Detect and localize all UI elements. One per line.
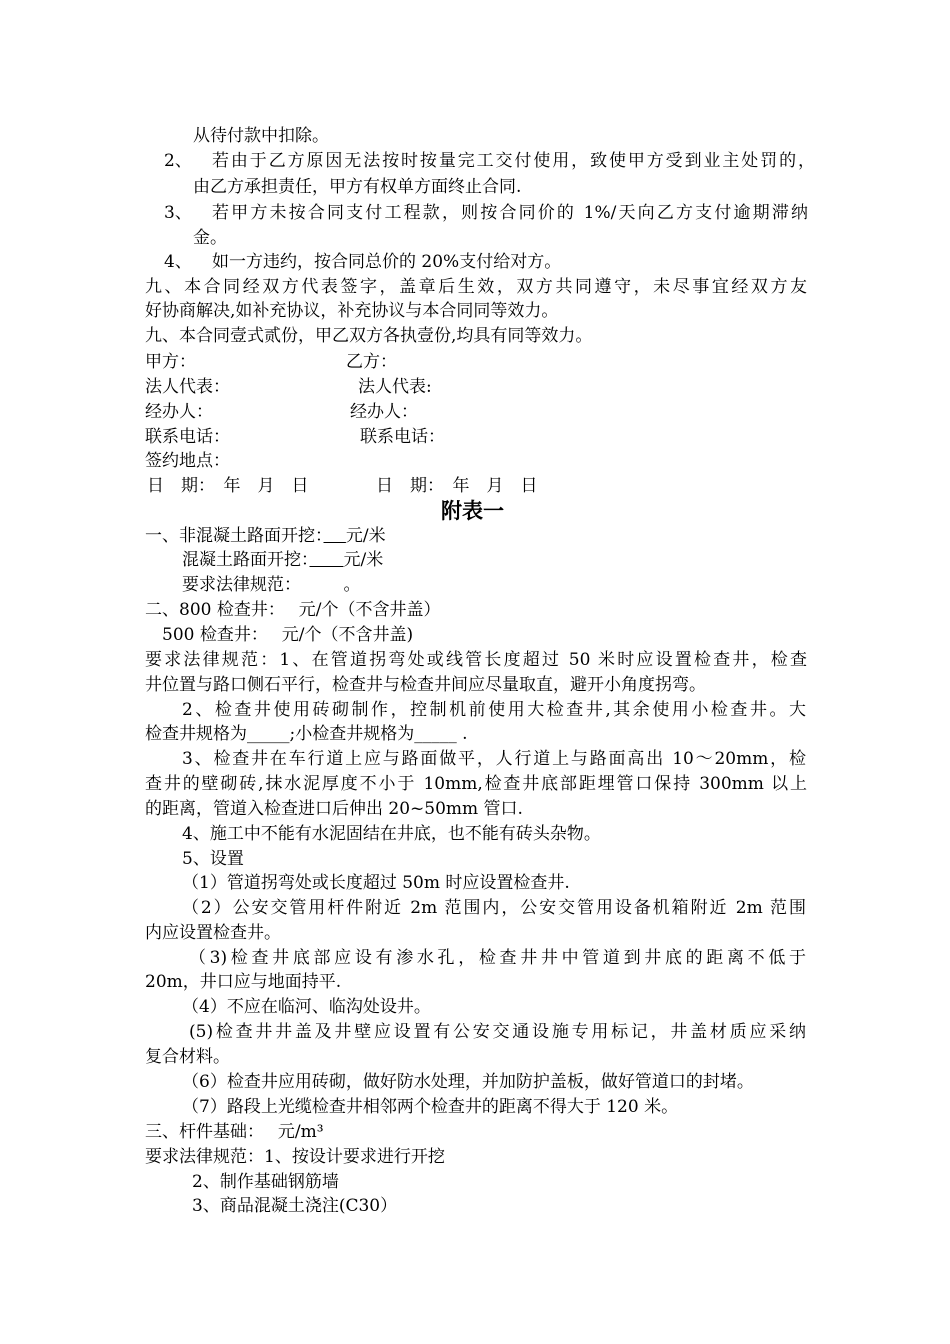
appendix-section1-b bbox=[182, 549, 383, 571]
req5-item6: （6）检查井应用砖砌，做好防水处理，并加防护盖板，做好管道口的封堵。 bbox=[182, 1072, 754, 1092]
req2-blank-small: _____ bbox=[414, 724, 457, 744]
section1-b-unit: 元/米 bbox=[343, 550, 384, 570]
req3-line1: 3、检查井在车行道上应与路面做平，人行道上与路面高出 10～20mm，检 bbox=[182, 749, 806, 769]
req5-item1: （1）管道拐弯处或长度超过 50m 时应设置检查井. bbox=[182, 873, 570, 893]
section3-req3: 3、商品混凝土浇注(C30） bbox=[192, 1196, 398, 1216]
req1-line1: 要求法律规范：1、在管道拐弯处或线管长度超过 50 米时应设置检查井，检查 bbox=[145, 650, 807, 670]
appendix-section2-a: 二、800 检查井： 元/个（不含井盖） bbox=[145, 600, 441, 620]
req5-item3-line2: 20m，井口应与地面持平. bbox=[145, 972, 342, 992]
clause8-item4-number: 4、 bbox=[164, 252, 192, 272]
req5-item2-line2: 内应设置检查井。 bbox=[145, 923, 281, 943]
handler-b-label: 经办人： bbox=[350, 402, 418, 422]
section1-b-blank bbox=[310, 550, 344, 570]
party-b-label: 乙方： bbox=[346, 352, 397, 372]
appendix-section2-b: 500 检查井： 元/个（不含井盖) bbox=[162, 625, 414, 645]
clause9a-line1: 九、本合同经双方代表签字，盖章后生效，双方共同遵守，未尽事宜经双方友 bbox=[145, 277, 807, 297]
section1-a-unit: 元/米 bbox=[345, 526, 386, 546]
req3-line2: 查井的壁砌砖,抹水泥厚度不小于 10mm,检查井底部距埋管口保持 300mm 以上 bbox=[145, 774, 807, 794]
legal-rep-b-label: 法人代表: bbox=[358, 377, 432, 397]
handler-a-label: 经办人： bbox=[145, 402, 213, 422]
req5-item3-line1: （3)检查井底部应设有渗水孔，检查井井中管道到井底的距离不低于 bbox=[189, 948, 806, 968]
req2-blank-large: _____ bbox=[247, 724, 290, 744]
req5-item7: （7）路段上光缆检查井相邻两个检查井的距离不得大于 120 米。 bbox=[182, 1097, 679, 1117]
clause8-item2-continuation: 由乙方承担责任，甲方有权单方面终止合同. bbox=[193, 177, 522, 197]
req2-line2 bbox=[145, 723, 468, 745]
legal-rep-a-label: 法人代表： bbox=[145, 377, 230, 397]
phone-b-label: 联系电话： bbox=[360, 427, 445, 447]
req5-item4: （4）不应在临河、临沟处设井。 bbox=[182, 997, 431, 1017]
req2-text-c: . bbox=[456, 724, 468, 744]
req5-item5-line1: (5)检查井井盖及井壁应设置有公安交通设施专用标记，井盖材质应采纳 bbox=[189, 1022, 806, 1042]
clause8-item3-continuation: 金。 bbox=[193, 228, 227, 248]
clause9b: 九、本合同壹式贰份，甲乙双方各执壹份,均具有同等效力。 bbox=[145, 326, 593, 346]
section3-req1: 要求法律规范：1、按设计要求进行开挖 bbox=[145, 1147, 445, 1167]
signing-place-label: 签约地点： bbox=[145, 451, 230, 471]
appendix-section3: 三、杆件基础： 元/m³ bbox=[145, 1122, 324, 1142]
date-b-label: 日 期： 年 月 日 bbox=[376, 476, 538, 496]
section3-req2: 2、制作基础钢筋墙 bbox=[192, 1172, 339, 1192]
clause8-item3-text: 若甲方未按合同支付工程款，则按合同价的 1%/天向乙方支付逾期滞纳 bbox=[212, 203, 808, 223]
req4: 4、施工中不能有水泥固结在井底，也不能有砖头杂物。 bbox=[182, 824, 601, 844]
appendix-section1-a bbox=[145, 525, 386, 547]
req2-text-a: 检查井规格为 bbox=[145, 724, 247, 744]
req5: 5、设置 bbox=[182, 849, 244, 869]
clause8-item4-text: 如一方违约，按合同总价的 20%支付给对方。 bbox=[212, 252, 562, 272]
date-a-label: 日 期： 年 月 日 bbox=[147, 476, 309, 496]
section1-b-label: 混凝土路面开挖： bbox=[182, 550, 310, 570]
clause8-item3-number: 3、 bbox=[164, 203, 192, 223]
req3-line3: 的距离，管道入检查进口后伸出 20~50mm 管口. bbox=[145, 799, 523, 819]
clause9a-line2: 好协商解决,如补充协议，补充协议与本合同同等效力。 bbox=[145, 301, 559, 321]
clause8-item2-number: 2、 bbox=[164, 151, 192, 171]
appendix-section1-c: 要求法律规范： 。 bbox=[182, 575, 361, 595]
req5-item5-line2: 复合材料。 bbox=[145, 1047, 230, 1067]
clause8-item2-text: 若由于乙方原因无法按时按量完工交付使用，致使甲方受到业主处罚的， bbox=[212, 151, 815, 171]
req2-line1: 2、检查井使用砖砌制作，控制机前使用大检查井,其余使用小检查井。大 bbox=[182, 700, 806, 720]
req2-text-b: ;小检查井规格为 bbox=[289, 724, 415, 744]
appendix-title: 附表一 bbox=[441, 498, 504, 523]
clause8-line-a: 从待付款中扣除。 bbox=[193, 126, 329, 146]
req5-item2-line1: （2）公安交管用杆件附近 2m 范围内，公安交管用设备机箱附近 2m 范围 bbox=[182, 898, 806, 918]
section1-a-label: 一、非混凝土路面开挖： bbox=[145, 526, 324, 546]
party-a-label: 甲方： bbox=[145, 352, 196, 372]
req1-line2: 井位置与路口侧石平行，检查井与检查井间应尽量取直，避开小角度拐弯。 bbox=[145, 675, 706, 695]
section1-a-blank bbox=[324, 526, 346, 546]
phone-a-label: 联系电话： bbox=[145, 427, 230, 447]
